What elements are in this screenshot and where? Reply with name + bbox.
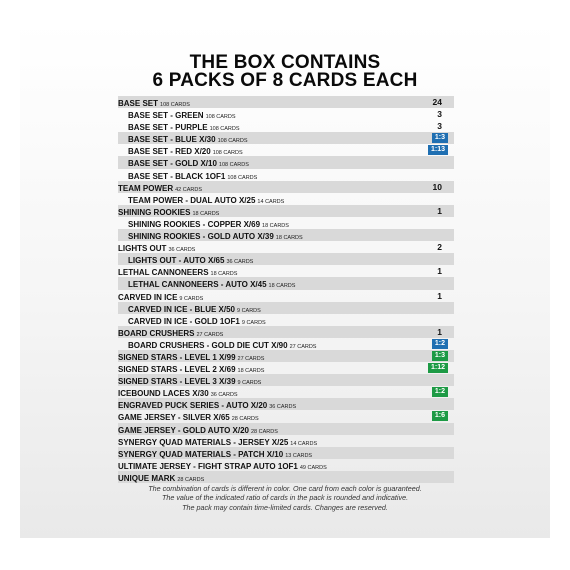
row-card-count: 9 CARDS — [179, 295, 204, 302]
row-card-count: 36 CARDS — [226, 259, 254, 266]
row-name: TEAM POWER — [118, 183, 174, 193]
row-name: GAME JERSEY - GOLD AUTO X/20 — [118, 425, 249, 435]
row-quantity: 10 — [432, 181, 442, 192]
row-name: BASE SET - RED X/20 — [128, 147, 211, 157]
table-row — [118, 410, 454, 422]
row-name: ICEBOUND LACES X/30 — [118, 389, 209, 399]
row-name: BOARD CRUSHERS - GOLD DIE CUT X/90 — [128, 340, 288, 350]
row-card-count: 28 CARDS — [231, 416, 259, 423]
row-ratio-badge: 1:3 — [432, 351, 448, 361]
table-row — [118, 265, 454, 277]
row-name: BASE SET - BLUE X/30 — [128, 135, 216, 145]
table-row — [118, 120, 454, 132]
row-name: LETHAL CANNONEERS — [118, 268, 209, 278]
row-card-count: 108 CARDS — [212, 150, 243, 157]
row-name: SYNERGY QUAD MATERIALS - PATCH X/10 — [118, 449, 284, 459]
row-card-count: 14 CARDS — [257, 198, 285, 205]
row-name: TEAM POWER - DUAL AUTO X/25 — [128, 195, 256, 205]
footer-line-1: The combination of cards is different in color. One card from each color is guaranteed. — [148, 484, 422, 493]
row-ratio-badge: 1:3 — [432, 133, 448, 143]
table-row — [118, 169, 454, 181]
row-card-count: 13 CARDS — [285, 452, 313, 459]
row-quantity: 1 — [437, 290, 442, 301]
row-name: SIGNED STARS - LEVEL 1 X/99 — [118, 352, 236, 362]
box-contents-table — [118, 96, 454, 483]
table-row — [118, 229, 454, 241]
row-card-count: 108 CARDS — [227, 174, 258, 181]
row-card-count: 18 CARDS — [268, 283, 296, 290]
row-card-count: 18 CARDS — [262, 222, 289, 229]
table-row — [118, 156, 454, 168]
row-card-count: 108 CARDS — [217, 138, 248, 145]
row-ratio-badge: 1:12 — [428, 363, 448, 373]
table-row — [118, 181, 454, 193]
row-quantity: 24 — [432, 97, 442, 107]
row-card-count: 36 CARDS — [269, 404, 297, 411]
row-card-count: 108 CARDS — [218, 162, 249, 169]
row-name: SHINING ROOKIES - COPPER X/69 — [128, 219, 261, 229]
row-card-count: 9 CARDS — [237, 380, 262, 387]
row-name: ULTIMATE JERSEY - FIGHT STRAP AUTO 1OF1 — [118, 461, 298, 471]
row-card-count: 18 CARDS — [275, 235, 303, 242]
row-ratio-badge: 1:2 — [432, 387, 448, 397]
row-card-count: 36 CARDS — [210, 392, 238, 399]
table-row — [118, 193, 454, 205]
row-name: SIGNED STARS - LEVEL 2 X/69 — [118, 365, 236, 375]
row-ratio-badge: 1:13 — [428, 145, 448, 155]
table-row — [118, 277, 454, 289]
row-ratio-badge: 1:6 — [432, 411, 448, 421]
row-name: BASE SET - BLACK 1OF1 — [128, 171, 226, 181]
row-card-count: 18 CARDS — [192, 210, 220, 217]
table-row — [118, 435, 454, 447]
table-row — [118, 314, 454, 326]
table-row — [118, 132, 454, 144]
row-card-count: 18 CARDS — [237, 368, 265, 375]
row-name: CARVED IN ICE - GOLD 1OF1 — [128, 316, 240, 326]
row-card-count: 14 CARDS — [290, 440, 318, 447]
row-name: SHINING ROOKIES - GOLD AUTO X/39 — [128, 232, 274, 242]
row-ratio-badge: 1:2 — [432, 339, 448, 349]
table-row — [118, 253, 454, 265]
row-name: BASE SET - GREEN — [128, 111, 204, 121]
row-name: SIGNED STARS - LEVEL 3 X/39 — [118, 377, 236, 387]
row-name: GAME JERSEY - SILVER X/65 — [118, 413, 230, 423]
row-card-count: 49 CARDS — [299, 464, 327, 471]
row-name: BASE SET — [118, 99, 159, 108]
row-quantity: 1 — [437, 205, 442, 216]
title-line-1: THE BOX CONTAINS — [189, 52, 381, 73]
row-card-count: 36 CARDS — [168, 247, 196, 254]
table-row — [118, 96, 454, 108]
row-name: ENGRAVED PUCK SERIES - AUTO X/20 — [118, 401, 268, 411]
row-card-count: 108 CARDS — [160, 102, 190, 108]
row-card-count: 9 CARDS — [241, 319, 266, 326]
table-row — [118, 241, 454, 253]
table-row — [118, 326, 454, 338]
table-row — [118, 350, 454, 362]
row-name: CARVED IN ICE — [118, 292, 178, 302]
row-name: UNIQUE MARK — [118, 473, 176, 483]
row-quantity: 2 — [437, 242, 442, 253]
row-name: LIGHTS OUT - AUTO X/65 — [128, 256, 225, 266]
row-quantity: 3 — [437, 109, 442, 120]
table-row — [118, 302, 454, 314]
row-name: CARVED IN ICE - BLUE X/50 — [128, 304, 235, 314]
table-row — [118, 108, 454, 120]
footer-notes — [0, 484, 570, 512]
title-line-2: 6 PACKS OF 8 CARDS EACH — [152, 70, 418, 91]
row-name: BASE SET - GOLD X/10 — [128, 159, 217, 169]
table-row — [118, 374, 454, 386]
row-name: SHINING ROOKIES — [118, 207, 191, 217]
table-row — [118, 217, 454, 229]
table-row — [118, 362, 454, 374]
table-row — [118, 386, 454, 398]
row-card-count: 9 CARDS — [236, 307, 261, 314]
table-row — [118, 290, 454, 302]
row-name: LIGHTS OUT — [118, 244, 167, 254]
table-row — [118, 205, 454, 217]
row-name: LETHAL CANNONEERS - AUTO X/45 — [128, 280, 267, 290]
row-card-count: 28 CARDS — [177, 476, 205, 483]
row-card-count: 18 CARDS — [210, 271, 238, 278]
footer-line-3: The pack may contain time-limited cards. Changes are reserved. — [182, 502, 388, 512]
row-card-count: 108 CARDS — [209, 126, 240, 133]
row-card-count: 28 CARDS — [251, 428, 278, 435]
table-row — [118, 338, 454, 350]
row-card-count: 108 CARDS — [205, 114, 236, 121]
row-card-count: 42 CARDS — [175, 186, 203, 193]
table-row — [118, 471, 454, 483]
table-row — [118, 144, 454, 156]
table-row — [118, 423, 454, 435]
row-name: SYNERGY QUAD MATERIALS - JERSEY X/25 — [118, 437, 289, 447]
table-row — [118, 398, 454, 410]
row-quantity: 1 — [437, 326, 442, 337]
row-card-count: 27 CARDS — [237, 355, 265, 362]
row-name: BASE SET - PURPLE — [128, 123, 208, 133]
row-card-count: 27 CARDS — [196, 331, 224, 338]
table-row — [118, 447, 454, 459]
footer-line-2: The value of the indicated ratio of cards in the pack is rounded and indicative. — [161, 493, 409, 503]
table-row — [118, 459, 454, 471]
row-card-count: 27 CARDS — [289, 343, 317, 350]
row-quantity: 1 — [437, 266, 442, 277]
row-quantity: 3 — [437, 121, 442, 132]
row-name: BOARD CRUSHERS — [118, 328, 195, 338]
